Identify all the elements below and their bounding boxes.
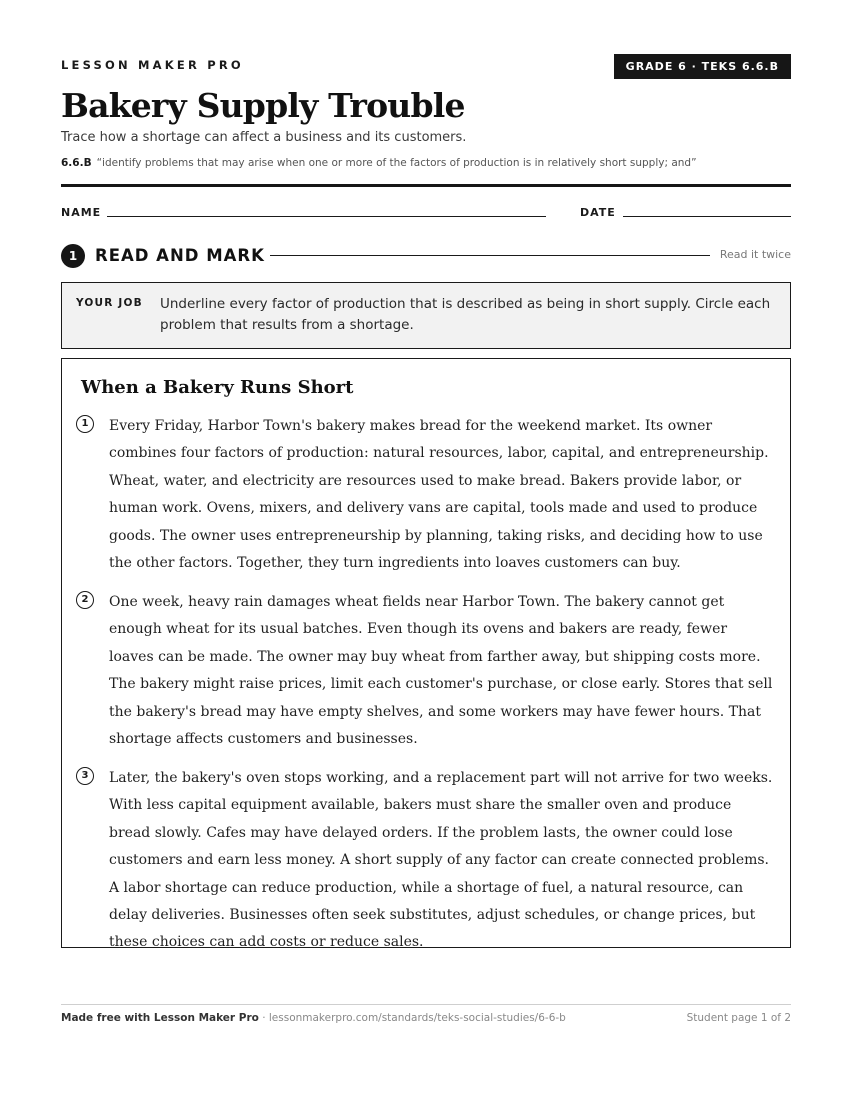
job-text: Underline every factor of production that is described as being in short supply. Circle each problem that results from a shortage. [160,296,771,333]
header-divider [61,184,791,187]
page-title: Bakery Supply Trouble [61,86,465,125]
section-number-badge: 1 [61,244,85,268]
date-field[interactable] [623,216,791,217]
footer-page-number: Student page 1 of 2 [686,1012,791,1024]
reading-passage [61,358,791,951]
paragraph-number-badge: 2 [76,591,94,609]
name-field[interactable] [107,216,546,217]
name-label: NAME [61,206,102,219]
grade-badge: GRADE 6 · TEKS 6.6.B [614,54,791,79]
standard-line [61,157,697,169]
page-subtitle: Trace how a shortage can affect a business and its customers. [61,130,467,145]
section-divider [270,255,710,256]
paragraph-number-badge: 3 [76,767,94,785]
paragraph-text: Every Friday, Harbor Town's bakery makes bread for the weekend market. Its owner combines four factors of production: natural resources, labor, capital, and entrepreneurship. Wheat, water, and electricity are resources used to make bread. Bakers provide labor, or human work. Ovens, mixers, and delivery vans are capital, tools made and used to produce goods. The owner uses entrepreneurship by planning, taking risks, and deciding how to use the other factors. Together, they turn ingredients into loaves customers can buy. [109,418,769,572]
footer-separator: · [258,1012,269,1024]
paragraph-text: One week, heavy rain damages wheat fields near Harbor Town. The bakery cannot get enough wheat for its usual batches. Even though its ovens and bakers are ready, fewer loaves can be made. The owner may buy wheat from farther away, but shipping costs more. The bakery might raise prices, limit each customer's purchase, or close early. Stores that sell the bakery's bread may have empty shelves, and some workers may have fewer hours. That shortage affects customers and businesses. [109,594,773,748]
footer-url[interactable]: lessonmakerpro.com/standards/teks-social-studies/6-6-b [268,1012,566,1024]
job-instructions-box [61,282,791,349]
job-label: YOUR JOB [76,297,143,309]
brand-name: LESSON MAKER PRO [61,58,244,72]
standard-text: “identify problems that may arise when one or more of the factors of production is in relatively short supply; and” [96,157,697,169]
footer-divider [61,1004,791,1005]
passage-title: When a Bakery Runs Short [81,377,354,398]
footer-credit [61,1012,566,1024]
footer-made-by: Made free with Lesson Maker Pro [61,1012,259,1024]
standard-code: 6.6.B [61,157,92,169]
date-label: DATE [580,206,616,219]
section-title: READ AND MARK [95,246,265,265]
section-header [61,244,791,268]
section-note: Read it twice [719,248,791,261]
paragraph-text: Later, the bakery's oven stops working, and a replacement part will not arrive for two weeks. With less capital equipment available, bakers must share the smaller oven and produce bread slowly. Cafes may have delayed orders. If the problem lasts, the owner could lose customers and earn less money. A short supply of any factor can create connected problems. A labor shortage can reduce production, while a shortage of fuel, a natural resource, can delay deliveries. Businesses often seek substitutes, adjust schedules, or change prices, but these choices can add costs or reduce sales. [109,770,773,951]
paragraph-number-badge: 1 [76,415,94,433]
